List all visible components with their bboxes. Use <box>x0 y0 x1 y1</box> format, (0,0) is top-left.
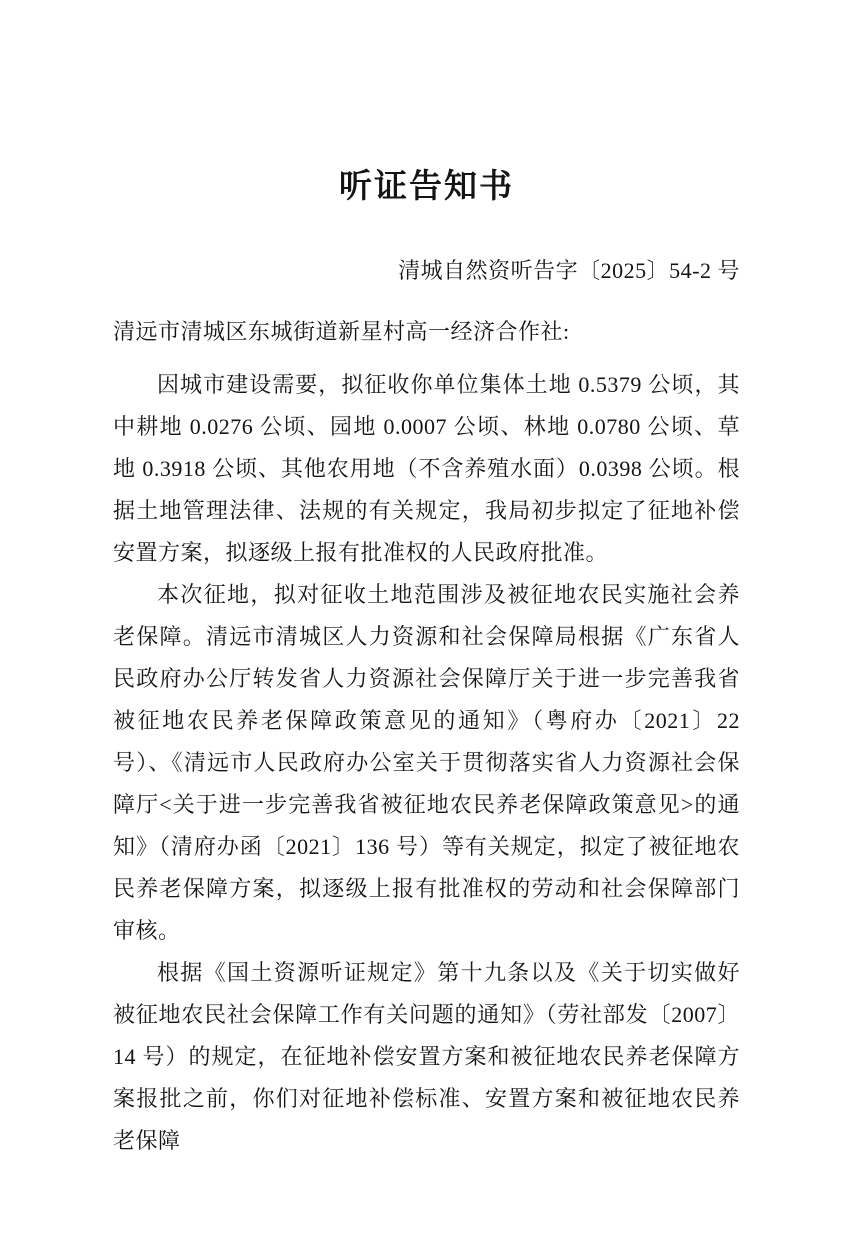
document-body <box>113 0 740 1162</box>
body-paragraph-3: 根据《国土资源听证规定》第十九条以及《关于切实做好被征地农民社会保障工作有关问题的通知》（劳社部发〔2007〕14 号）的规定，在征地补偿安置方案和被征地农民养老保障方案报批之前，你们对征地补偿标准、安置方案和被征地农民养老保障 <box>113 960 740 1153</box>
reference-number: 清城自然资听告字〔2025〕54-2 号 <box>398 258 740 283</box>
addressee-line: 清远市清城区东城街道新星村高一经济合作社: <box>113 319 570 344</box>
body-paragraph-1: 因城市建设需要，拟征收你单位集体土地 0.5379 公顷，其中耕地 0.0276 公顷、园地 0.0007 公顷、林地 0.0780 公顷、草地 0.3918 公顷、其他农用地（不含养殖水面）0.0398 公顷。根据土地管理法律、法规的有关规定，我局初步拟定了征地补偿安置方案，拟逐级上报有批准权的人民政府批准。 <box>113 372 740 565</box>
document-title: 听证告知书 <box>339 169 514 205</box>
body-paragraph-2: 本次征地，拟对征收土地范围涉及被征地农民实施社会养老保障。清远市清城区人力资源和社会保障局根据《广东省人民政府办公厅转发省人力资源社会保障厅关于进一步完善我省被征地农民养老保障政策意见的通知》（粤府办〔2021〕22 号）、《清远市人民政府办公室关于贯彻落实省人力资源社会保障厅<关于进一步完善我省被征地农民养老保障政策意见>的通知》（清府办函〔2021〕136 号）等有关规定，拟定了被征地农民养老保障方案，拟逐级上报有批准权的劳动和社会保障部门审核。 <box>113 582 740 943</box>
